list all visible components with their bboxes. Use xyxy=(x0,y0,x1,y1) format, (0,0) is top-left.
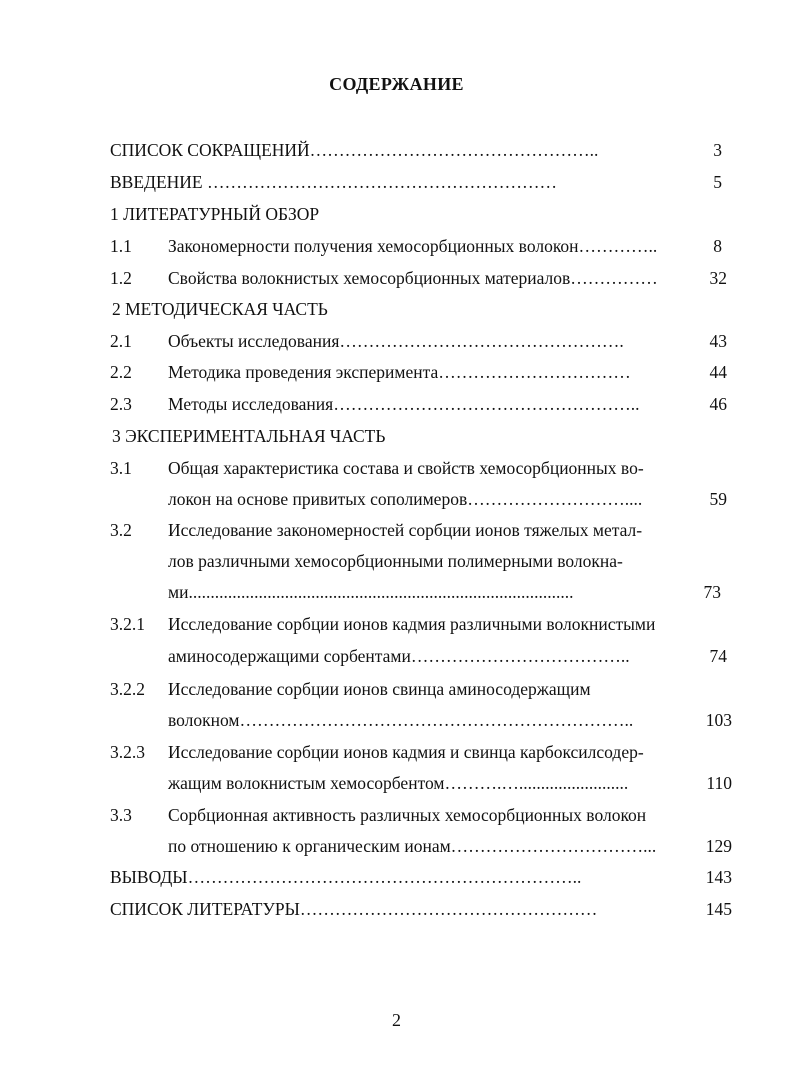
toc-entry-line: Исследование сорбции ионов кадмия и свинца карбоксилсодер- xyxy=(168,742,644,762)
toc-entry-line: по отношению к органическим ионам……………………………... xyxy=(168,836,657,856)
toc-chapter-heading: 2 МЕТОДИЧЕСКАЯ ЧАСТЬ xyxy=(112,299,328,319)
toc-chapter-heading: 1 ЛИТЕРАТУРНЫЙ ОБЗОР xyxy=(110,204,320,224)
toc-entry: Объекты исследования…………………………………………. xyxy=(168,331,624,351)
toc-page-number: 5 xyxy=(713,172,722,192)
toc-entry-line: жащим волокнистым хемосорбентом……….…......................... xyxy=(168,773,629,793)
toc-section-number: 3.2.3 xyxy=(110,742,145,762)
page-number: 2 xyxy=(392,1010,401,1030)
toc-entry: Методика проведения эксперимента…………………………… xyxy=(168,362,631,382)
toc-page-number: 74 xyxy=(709,646,727,666)
toc-entry-conclusions: ВЫВОДЫ………………………………………………………….. xyxy=(110,867,582,887)
toc-section-number: 2.1 xyxy=(110,331,132,351)
toc-entry: Методы исследования…………………………………………….. xyxy=(168,394,640,414)
toc-entry-line: Исследование сорбции ионов свинца аминосодержащим xyxy=(168,679,591,699)
toc-entry-abbreviations: СПИСОК СОКРАЩЕНИЙ………………………………………….. xyxy=(110,140,599,160)
toc-entry-line: Исследование закономерностей сорбции ионов тяжелых метал- xyxy=(168,520,643,540)
toc-section-number: 3.1 xyxy=(110,458,132,478)
toc-section-number: 2.2 xyxy=(110,362,132,382)
toc-page-number: 44 xyxy=(709,362,727,382)
toc-entry: Свойства волокнистых хемосорбционных материалов…………… xyxy=(168,268,658,288)
toc-section-number: 3.2.1 xyxy=(110,614,145,634)
toc-page-number: 103 xyxy=(705,710,732,730)
toc-page-number: 73 xyxy=(703,582,721,602)
toc-entry-line: аминосодержащими сорбентами……………………………….. xyxy=(168,646,630,666)
toc-page-number: 110 xyxy=(706,773,732,793)
toc-entry-line: ми........................................................................................ xyxy=(168,582,574,602)
toc-section-number: 3.2 xyxy=(110,520,132,540)
toc-entry-line: лов различными хемосорбционными полимерными волокна- xyxy=(168,551,623,571)
toc-page-number: 59 xyxy=(709,489,727,509)
toc-section-number: 1.2 xyxy=(110,268,132,288)
toc-entry-references: СПИСОК ЛИТЕРАТУРЫ…………………………………………… xyxy=(110,899,598,919)
toc-page-number: 8 xyxy=(713,236,722,256)
toc-entry-line: Исследование сорбции ионов кадмия различными волокнистыми xyxy=(168,614,656,634)
toc-page-number: 3 xyxy=(713,140,722,160)
toc-page-number: 143 xyxy=(705,867,732,887)
toc-page-number: 43 xyxy=(709,331,727,351)
toc-section-number: 3.3 xyxy=(110,805,132,825)
toc-entry-line: волокном………………………………………………………….. xyxy=(168,710,634,730)
toc-entry: Закономерности получения хемосорбционных волокон………….. xyxy=(168,236,658,256)
toc-chapter-heading: 3 ЭКСПЕРИМЕНТАЛЬНАЯ ЧАСТЬ xyxy=(112,426,386,446)
toc-entry-line: Сорбционная активность различных хемосорбционных волокон xyxy=(168,805,647,825)
toc-page-number: 145 xyxy=(705,899,732,919)
toc-entry-introduction: ВВЕДЕНИЕ …………………………………………………… xyxy=(110,172,558,192)
toc-section-number: 3.2.2 xyxy=(110,679,145,699)
toc-section-number: 1.1 xyxy=(110,236,132,256)
toc-section-number: 2.3 xyxy=(110,394,132,414)
page-title: СОДЕРЖАНИЕ xyxy=(329,74,464,94)
toc-entry-line: локон на основе привитых сополимеров……………………….... xyxy=(168,489,643,509)
toc-page-number: 129 xyxy=(705,836,732,856)
toc-page-number: 46 xyxy=(709,394,727,414)
toc-entry-line: Общая характеристика состава и свойств хемосорбционных во- xyxy=(168,458,644,478)
toc-page-number: 32 xyxy=(709,268,727,288)
